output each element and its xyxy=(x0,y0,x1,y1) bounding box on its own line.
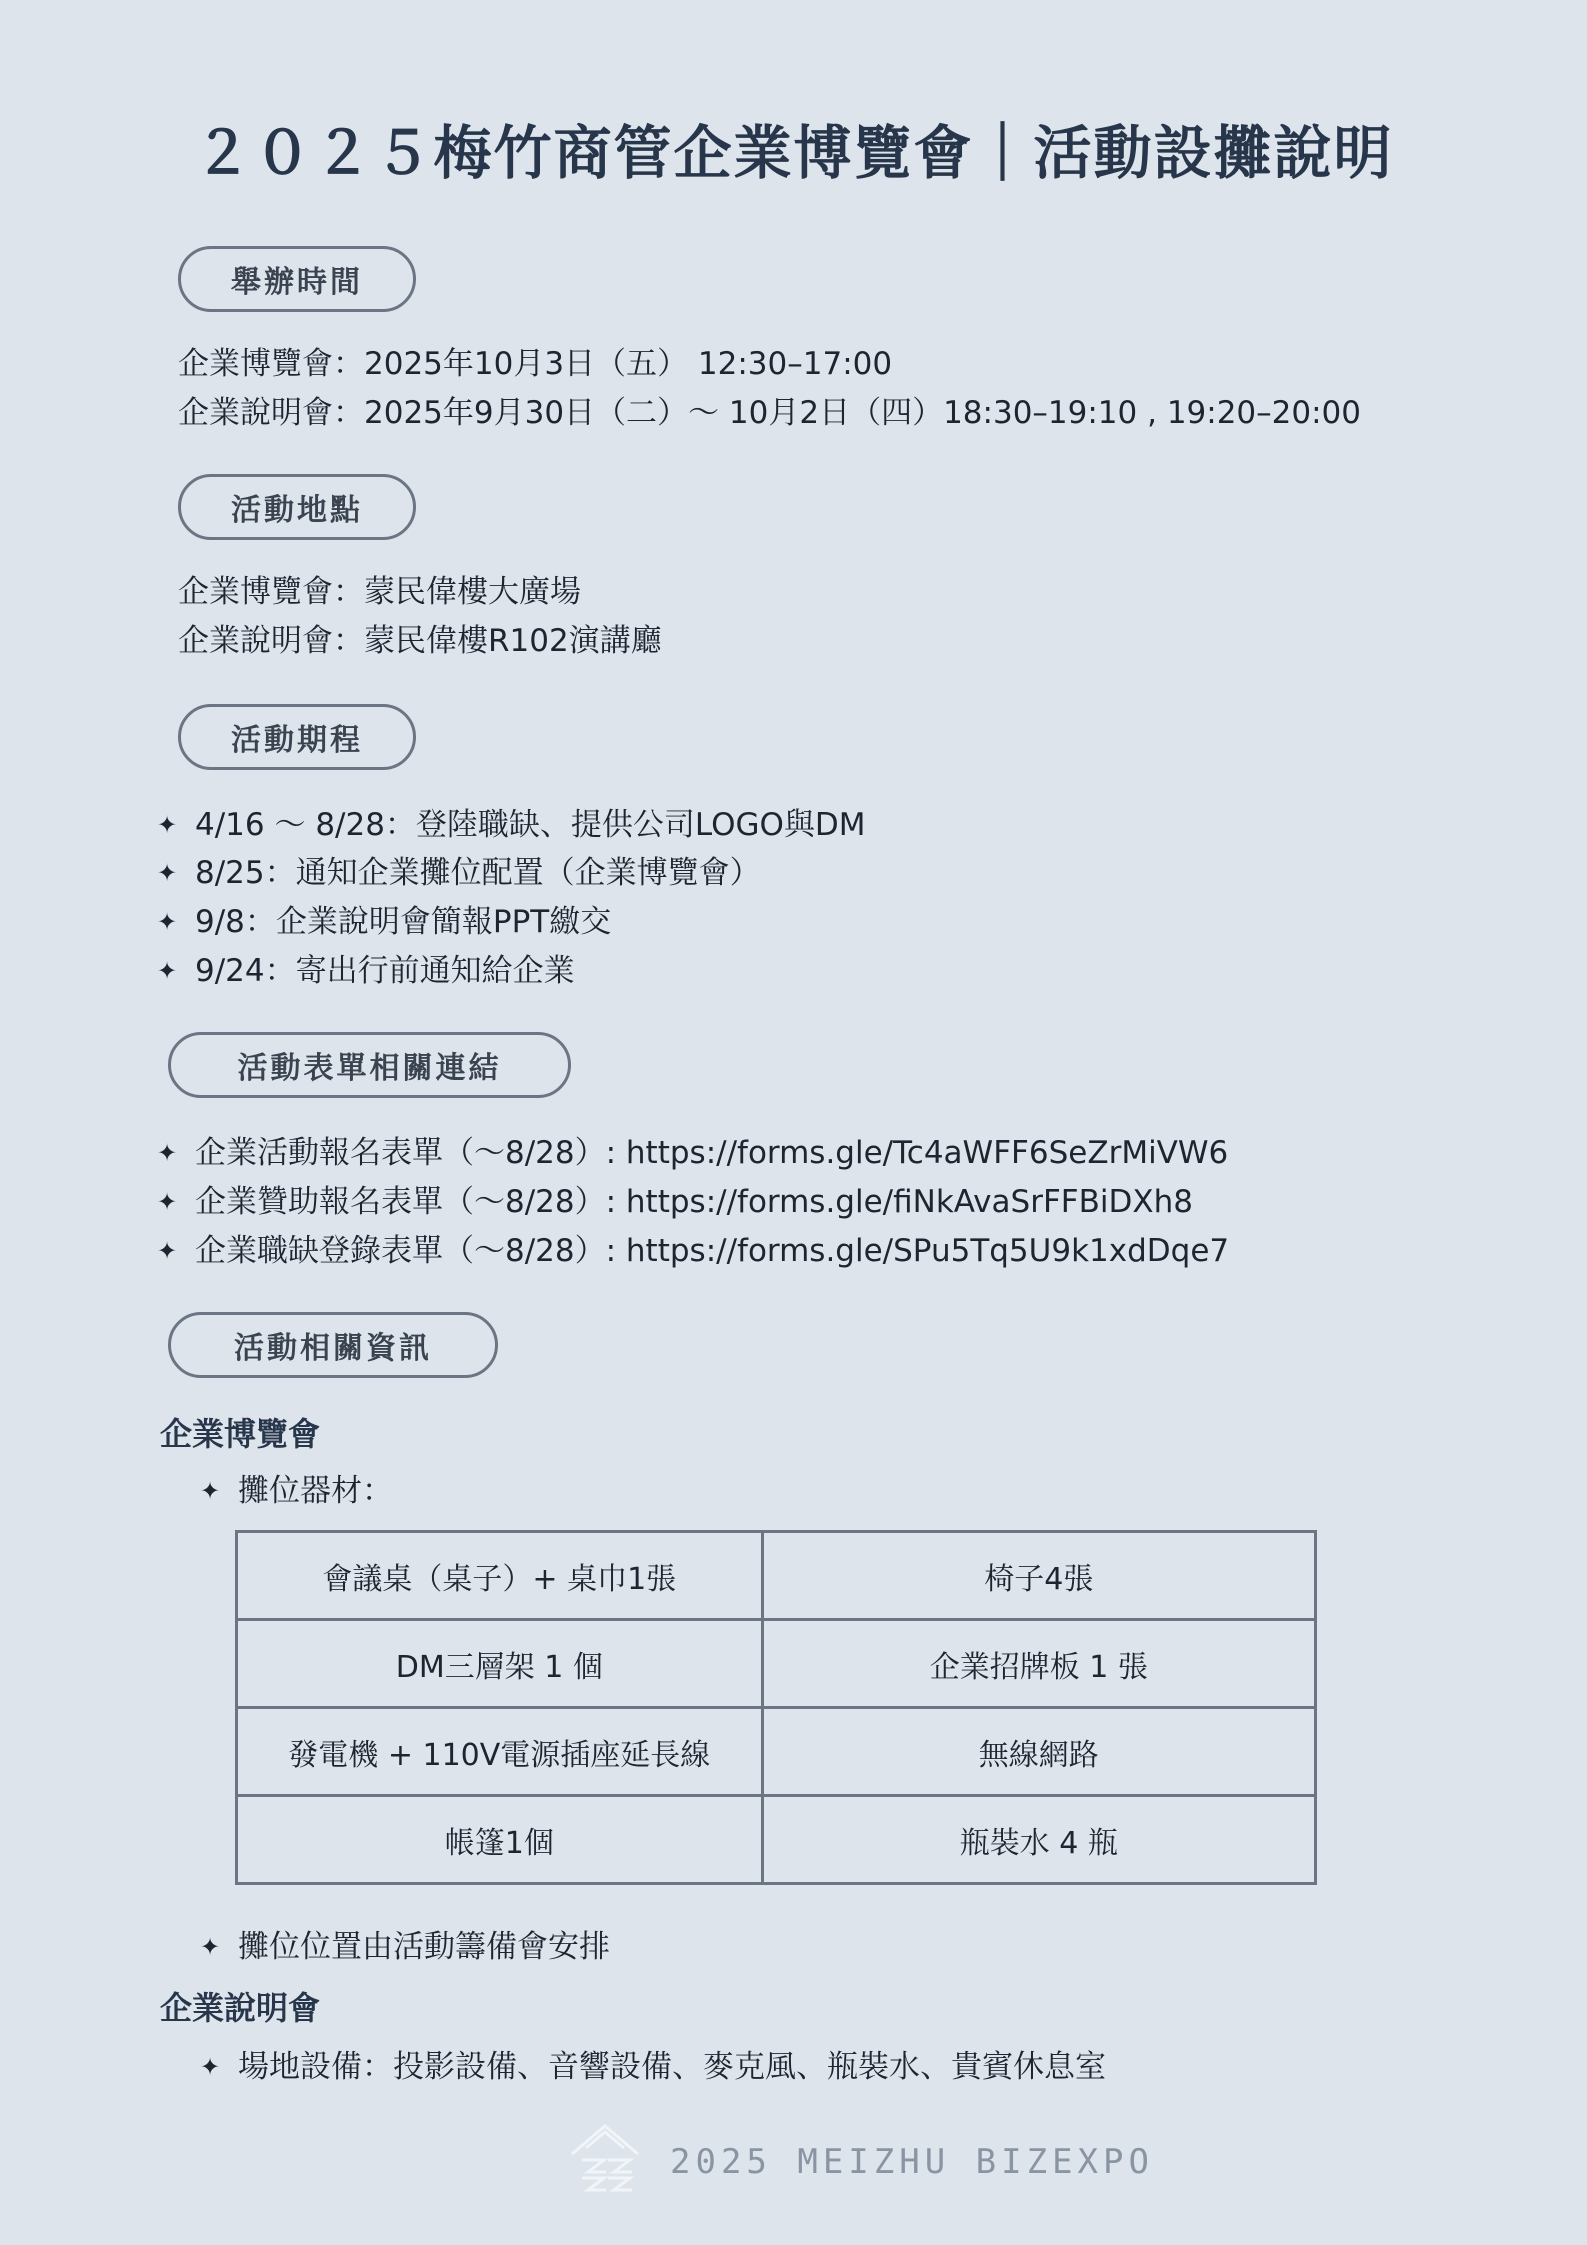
star-bullet-icon: ✦ xyxy=(199,1477,221,1505)
equipment-table xyxy=(235,1530,1317,1885)
schedule-item-text: 4/16 ～ 8/28：登陸職缺、提供公司LOGO與DM xyxy=(195,807,866,843)
form-link-text[interactable]: 企業贊助報名表單（～8/28）: https://forms.gle/fiNkAvaSrFFBiDXh8 xyxy=(195,1184,1193,1220)
star-bullet-icon: ✦ xyxy=(156,1188,178,1216)
schedule-item xyxy=(155,849,761,897)
meizhu-logo-icon xyxy=(568,2120,642,2204)
location-line-expo: 企業博覽會：蒙民偉樓大廣場 xyxy=(178,574,581,610)
equipment-label: 攤位器材： xyxy=(238,1473,393,1509)
briefing-item-text: 場地設備：投影設備、音響設備、麥克風、瓶裝水、貴賓休息室 xyxy=(238,2049,1106,2085)
star-bullet-icon: ✦ xyxy=(156,957,178,985)
schedule-item xyxy=(155,801,866,849)
table-cell: 無線網路 xyxy=(762,1708,1315,1796)
form-link-text[interactable]: 企業職缺登錄表單（～8/28）: https://forms.gle/SPu5Tq5U9k1xdDqe7 xyxy=(195,1233,1230,1269)
briefing-item xyxy=(198,2043,1106,2091)
table-cell: 發電機 + 110V電源插座延長線 xyxy=(237,1708,763,1796)
table-cell: 會議桌（桌子）+ 桌巾1張 xyxy=(237,1532,763,1620)
table-row xyxy=(237,1620,1316,1708)
star-bullet-icon: ✦ xyxy=(199,1933,221,1961)
section-heading-schedule: 活動期程 xyxy=(178,704,416,770)
table-cell: 瓶裝水 4 瓶 xyxy=(762,1796,1315,1884)
table-row xyxy=(237,1532,1316,1620)
section-heading-time: 舉辦時間 xyxy=(178,246,416,312)
form-link-item[interactable] xyxy=(155,1178,1193,1226)
schedule-item-text: 9/24：寄出行前通知給企業 xyxy=(195,953,575,989)
star-bullet-icon: ✦ xyxy=(156,811,178,839)
table-row xyxy=(237,1796,1316,1884)
form-link-item[interactable] xyxy=(155,1227,1229,1275)
footer-text: 2025 MEIZHU BIZEXPO xyxy=(670,2142,1154,2182)
expo-subheading: 企業博覽會 xyxy=(160,1415,321,1453)
page-title: ２０２５梅竹商管企業博覽會｜活動設攤說明 xyxy=(193,119,1394,187)
booth-note-item xyxy=(198,1923,610,1971)
star-bullet-icon: ✦ xyxy=(156,859,178,887)
footer xyxy=(568,2120,1154,2204)
section-heading-info: 活動相關資訊 xyxy=(168,1312,498,1378)
schedule-item-text: 9/8：企業說明會簡報PPT繳交 xyxy=(195,904,612,940)
table-cell: 企業招牌板 1 張 xyxy=(762,1620,1315,1708)
location-line-briefing: 企業說明會：蒙民偉樓R102演講廳 xyxy=(178,623,662,659)
table-cell: 帳篷1個 xyxy=(237,1796,763,1884)
form-link-text[interactable]: 企業活動報名表單（～8/28）: https://forms.gle/Tc4aWFF6SeZrMiVW6 xyxy=(195,1135,1229,1171)
star-bullet-icon: ✦ xyxy=(199,2053,221,2081)
section-heading-forms: 活動表單相關連結 xyxy=(168,1032,571,1098)
equipment-label-item xyxy=(198,1467,393,1515)
table-row xyxy=(237,1708,1316,1796)
time-line-briefing: 企業說明會：2025年9月30日（二）～ 10月2日（四）18:30–19:10 , 19:20–20:00 xyxy=(178,395,1361,431)
time-line-expo: 企業博覽會：2025年10月3日（五） 12:30–17:00 xyxy=(178,346,893,382)
briefing-subheading: 企業說明會 xyxy=(160,1989,321,2027)
form-link-item[interactable] xyxy=(155,1129,1228,1177)
section-heading-location: 活動地點 xyxy=(178,474,416,540)
table-cell: DM三層架 1 個 xyxy=(237,1620,763,1708)
star-bullet-icon: ✦ xyxy=(156,908,178,936)
schedule-item xyxy=(155,898,611,946)
schedule-item xyxy=(155,947,575,995)
schedule-item-text: 8/25：通知企業攤位配置（企業博覽會） xyxy=(195,855,761,891)
star-bullet-icon: ✦ xyxy=(156,1139,178,1167)
booth-note: 攤位位置由活動籌備會安排 xyxy=(238,1929,610,1965)
table-cell: 椅子4張 xyxy=(762,1532,1315,1620)
star-bullet-icon: ✦ xyxy=(156,1237,178,1265)
